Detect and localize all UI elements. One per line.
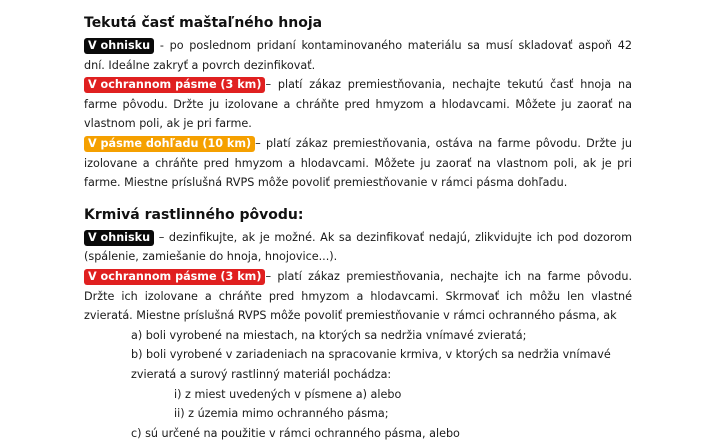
sub-list <box>84 385 632 424</box>
conditions-list <box>84 424 632 443</box>
zone-tag-outbreak: V ohnisku <box>84 38 154 54</box>
list-item: c) sú určené na použitie v rámci ochranného pásma, alebo <box>131 426 460 440</box>
zone-tag-outbreak: V ohnisku <box>84 230 154 246</box>
paragraph-outbreak <box>84 36 632 75</box>
paragraph-text: - po poslednom pridaní kontaminovaného materiálu sa musí skladovať aspoň 42 dní. Ideálne zakryť a povrch dezinfikovať. <box>84 39 632 72</box>
paragraph-outbreak <box>84 228 632 267</box>
zone-tag-protection: V ochrannom pásme (3 km) <box>84 269 265 285</box>
paragraph-text: – platí zákaz premiestňovania, nechajte ich na farme pôvodu. Držte ich izolovane a chráňte pred hmyzom a hlodavcami. Skrmovať ich môžu len vlastné zvieratá. Miestne príslušná RVPS môže povoliť premiestňovanie v rámci ochranného pásma, ak <box>84 269 632 323</box>
paragraph-surveillance-zone <box>84 134 632 193</box>
zone-tag-protection: V ochrannom pásme (3 km) <box>84 77 265 93</box>
paragraph-text: – platí zákaz premiestňovania, ostáva na farme pôvodu. Držte ju izolovane a chráňte pred hmyzom a hlodavcami. Môžete ju zaorať na vlastnom poli, ak je pri farme. Miestne príslušná RVPS môže povoliť premiestňovanie v rámci pásma dohľadu. <box>84 136 632 190</box>
list-item: b) boli vyrobené v zariadeniach na spracovanie krmiva, v ktorých sa nedržia vnímavé <box>131 348 611 362</box>
document-content <box>84 10 632 443</box>
zone-tag-surveillance: V pásme dohľadu (10 km) <box>84 136 255 152</box>
section-title: Tekutá časť maštaľného hnoja <box>84 15 323 31</box>
conditions-list <box>84 326 632 365</box>
paragraph-protection-zone <box>84 267 632 326</box>
section-title: Krmivá rastlinného pôvodu: <box>84 206 304 223</box>
paragraph-text: – platí zákaz premiestňovania, nechajte tekutú časť hnoja na farme pôvodu. Držte ju izolovane a chráňte pred hmyzom a hlodavcami. Môžete ju zaorať na vlastnom poli, ak je pri farme. <box>84 78 632 131</box>
list-item: a) boli vyrobené na miestach, na ktorých sa nedržia vnímavé zvieratá; <box>131 328 527 342</box>
list-item: i) z miest uvedených v písmene a) alebo <box>174 387 402 401</box>
list-item-continuation: zvieratá a surový rastlinný materiál pochádza: <box>131 367 392 381</box>
paragraph-protection-zone <box>84 75 632 134</box>
list-item: ii) z územia mimo ochranného pásma; <box>174 407 389 421</box>
paragraph-text: – dezinfikujte, ak je možné. Ak sa dezinfikovať nedajú, zlikvidujte ich pod dozorom (spálenie, zamiešanie do hnoja, hnojovice...). <box>84 230 632 264</box>
